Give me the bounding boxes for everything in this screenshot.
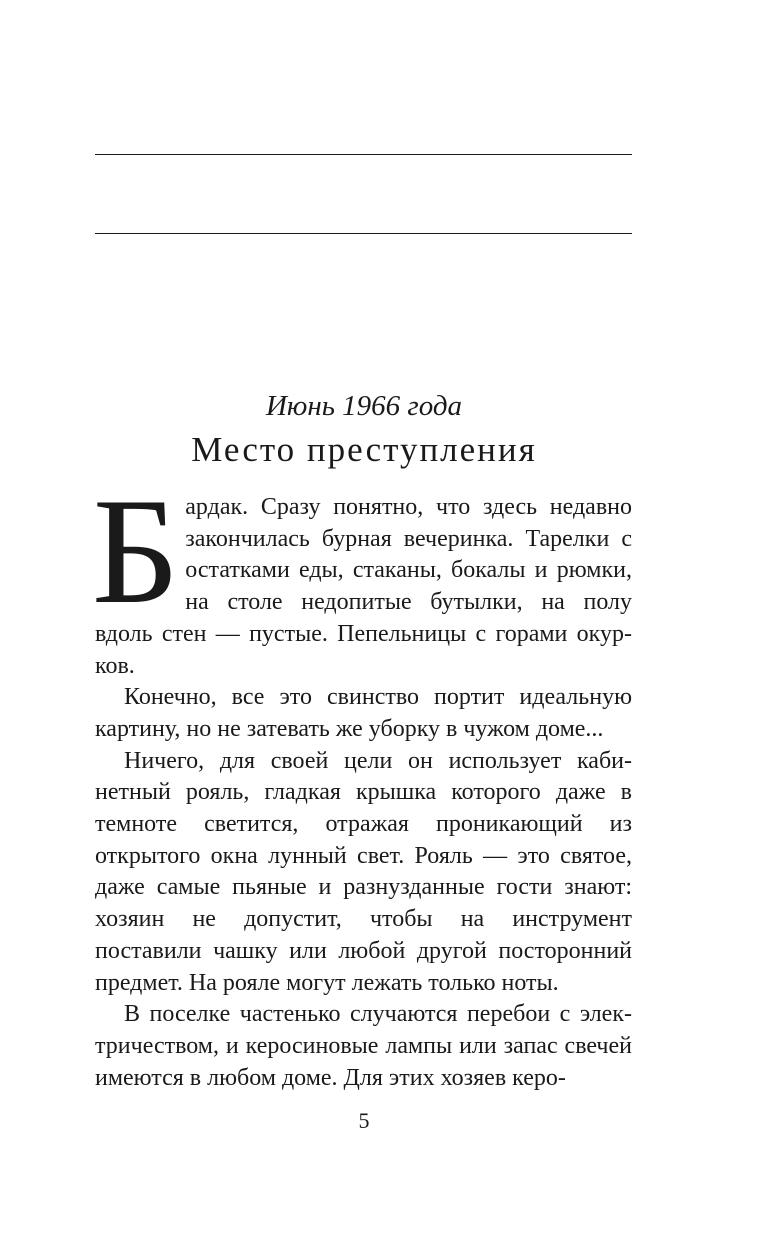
- header-rule-bottom: [95, 233, 632, 234]
- header-rule-top: [95, 154, 632, 155]
- paragraph-1: [92, 467, 632, 682]
- paragraph-2: Конечно, все это свинство портит идеальную картину, но не затевать же уборку в чужом доме...: [95, 684, 632, 742]
- chapter-date: Июнь 1966 года: [265, 390, 463, 422]
- paragraph-4: В поселке частенько случаются перебои с электричеством, и керосиновые лампы или запас свечей имеются в любом доме. Для этих хозяев керо-: [95, 1001, 632, 1091]
- drop-cap: Б: [92, 467, 180, 635]
- paragraph-1-text: ардак. Сразу понятно, что здесь недавно закончилась бурная вечеринка. Тарелки с остатками еды, стаканы, бокалы и рюмки, на столе недопитые бутылки, на полу вдоль стен — пустые. Пепельницы с горами окурков.: [95, 494, 632, 679]
- chapter-title: Место преступления: [191, 430, 537, 469]
- paragraph-3: Ничего, для своей цели он использует кабинетный рояль, гладкая крышка которого даже в темноте светится, отражая проникающий из открытого окна лунный свет. Рояль — это святое, даже самые пьяные и разнузданные гости знают: хозяин не допустит, чтобы на инструмент поставили чашку или любой другой посторонний предмет. На рояле могут лежать только ноты.: [95, 747, 632, 996]
- chapter-text: [92, 467, 632, 1094]
- page-number: 5: [358, 1108, 370, 1133]
